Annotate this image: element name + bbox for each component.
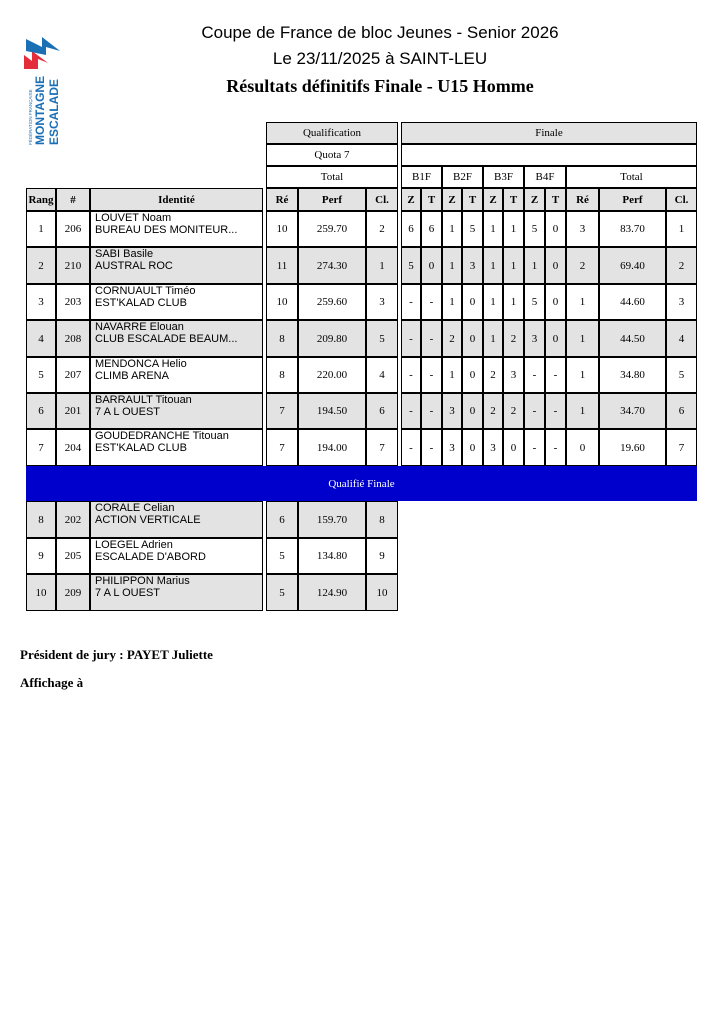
block-score-cell: 5 <box>462 211 483 247</box>
block-score-cell: 1 <box>483 211 503 247</box>
qualified-final-banner: Qualifié Finale <box>26 466 697 501</box>
qualif-cl-cell: 9 <box>366 538 398 574</box>
rank-cell: 10 <box>26 574 56 611</box>
bib-cell: 205 <box>56 538 90 574</box>
athlete-name: SABI Basile <box>95 248 154 260</box>
athlete-name: PHILIPPON Marius <box>95 575 190 587</box>
athlete-name: CORNUAULT Timéo <box>95 285 196 297</box>
qualif-perf-cell: 124.90 <box>298 574 366 611</box>
identity-cell <box>90 357 263 393</box>
finale-re-cell: 3 <box>566 211 599 247</box>
quota-cell: Quota 7 <box>266 144 398 166</box>
finale-re-cell: 1 <box>566 284 599 320</box>
athlete-club: EST'KALAD CLUB <box>95 442 187 454</box>
block-score-cell: 6 <box>421 211 442 247</box>
block-score-cell: - <box>421 429 442 466</box>
block-score-cell: 2 <box>503 320 524 357</box>
block-score-cell: 1 <box>483 247 503 284</box>
block-score-cell: - <box>421 357 442 393</box>
block-score-cell: 6 <box>401 211 421 247</box>
athlete-club: CLUB ESCALADE BEAUM... <box>95 333 238 345</box>
col-block-t: T <box>462 188 483 211</box>
athlete-name: CORALE Celian <box>95 502 175 514</box>
athlete-name: MENDONCA Helio <box>95 358 187 370</box>
col-qualif-re: Ré <box>266 188 298 211</box>
athlete-club: AUSTRAL ROC <box>95 260 173 272</box>
rank-cell: 4 <box>26 320 56 357</box>
qualif-cl-cell: 5 <box>366 320 398 357</box>
finale-re-cell: 0 <box>566 429 599 466</box>
block-score-cell: 2 <box>483 393 503 429</box>
bib-cell: 210 <box>56 247 90 284</box>
col-block-t: T <box>421 188 442 211</box>
identity-cell <box>90 574 263 611</box>
finale-perf-cell: 44.50 <box>599 320 666 357</box>
qualif-re-cell: 7 <box>266 429 298 466</box>
block-score-cell: 5 <box>524 284 545 320</box>
block-score-cell: 3 <box>442 429 462 466</box>
block-score-cell: 3 <box>524 320 545 357</box>
block-score-cell: 1 <box>483 320 503 357</box>
bib-cell: 209 <box>56 574 90 611</box>
logo-escalade-text: ESCALADE <box>47 78 61 145</box>
qualif-perf-cell: 259.60 <box>298 284 366 320</box>
block-header-b2f: B2F <box>442 166 483 188</box>
qualif-re-cell: 7 <box>266 393 298 429</box>
finale-re-cell: 2 <box>566 247 599 284</box>
finale-re-cell: 1 <box>566 393 599 429</box>
qualif-perf-cell: 134.80 <box>298 538 366 574</box>
identity-cell <box>90 393 263 429</box>
athlete-club: 7 A L OUEST <box>95 587 161 599</box>
block-score-cell: 1 <box>442 357 462 393</box>
block-score-cell: 3 <box>483 429 503 466</box>
block-score-cell: - <box>421 393 442 429</box>
block-score-cell: - <box>401 393 421 429</box>
block-score-cell: - <box>401 429 421 466</box>
qualif-cl-cell: 7 <box>366 429 398 466</box>
finale-cl-cell: 3 <box>666 284 697 320</box>
block-score-cell: - <box>401 357 421 393</box>
bib-cell: 203 <box>56 284 90 320</box>
rank-cell: 9 <box>26 538 56 574</box>
finale-cl-cell: 1 <box>666 211 697 247</box>
qualif-perf-cell: 220.00 <box>298 357 366 393</box>
qualif-perf-cell: 209.80 <box>298 320 366 357</box>
qualif-re-cell: 11 <box>266 247 298 284</box>
col-block-z: Z <box>442 188 462 211</box>
block-header-b1f: B1F <box>401 166 442 188</box>
finale-re-cell: 1 <box>566 320 599 357</box>
block-score-cell: 1 <box>442 284 462 320</box>
bib-cell: 202 <box>56 501 90 538</box>
col-num: # <box>56 188 90 211</box>
results-title: Résultats définitifs Finale - U15 Homme <box>226 76 534 96</box>
block-score-cell: 0 <box>545 284 566 320</box>
finale-perf-cell: 69.40 <box>599 247 666 284</box>
identity-cell <box>90 247 263 284</box>
finale-cl-cell: 7 <box>666 429 697 466</box>
athlete-name: BARRAULT Titouan <box>95 394 192 406</box>
qualif-re-cell: 6 <box>266 501 298 538</box>
rank-cell: 2 <box>26 247 56 284</box>
qualif-cl-cell: 1 <box>366 247 398 284</box>
col-block-z: Z <box>401 188 421 211</box>
qualif-cl-cell: 4 <box>366 357 398 393</box>
qualif-re-cell: 8 <box>266 357 298 393</box>
qualif-re-cell: 8 <box>266 320 298 357</box>
block-score-cell: 2 <box>442 320 462 357</box>
logo-small-text: FÉDÉRATION FRANÇAISE <box>28 89 33 145</box>
block-score-cell: 1 <box>503 247 524 284</box>
block-score-cell: 1 <box>524 247 545 284</box>
rank-cell: 6 <box>26 393 56 429</box>
finale-cl-cell: 4 <box>666 320 697 357</box>
qualif-cl-cell: 8 <box>366 501 398 538</box>
finale-perf-cell: 34.70 <box>599 393 666 429</box>
block-score-cell: 3 <box>442 393 462 429</box>
finale-re-cell: 1 <box>566 357 599 393</box>
event-date-location: Le 23/11/2025 à SAINT-LEU <box>272 49 488 68</box>
finale-perf-cell: 83.70 <box>599 211 666 247</box>
athlete-name: LOUVET Noam <box>95 212 172 224</box>
qualif-cl-cell: 10 <box>366 574 398 611</box>
finale-perf-cell: 19.60 <box>599 429 666 466</box>
col-finale-re: Ré <box>566 188 599 211</box>
qualif-cl-cell: 3 <box>366 284 398 320</box>
col-finale-cl: Cl. <box>666 188 697 211</box>
rank-cell: 5 <box>26 357 56 393</box>
block-score-cell: 0 <box>462 357 483 393</box>
qualif-perf-cell: 194.00 <box>298 429 366 466</box>
col-finale-perf: Perf <box>599 188 666 211</box>
block-score-cell: - <box>545 357 566 393</box>
bib-cell: 201 <box>56 393 90 429</box>
finale-header: Finale <box>401 122 697 144</box>
jury-president: Président de jury : PAYET Juliette <box>20 647 213 662</box>
qualif-perf-cell: 259.70 <box>298 211 366 247</box>
athlete-name: GOUDEDRANCHE Titouan <box>95 430 229 442</box>
rank-cell: 1 <box>26 211 56 247</box>
qualif-cl-cell: 6 <box>366 393 398 429</box>
col-block-z: Z <box>524 188 545 211</box>
block-score-cell: 3 <box>503 357 524 393</box>
display-time: Affichage à <box>20 675 84 690</box>
block-header-b4f: B4F <box>524 166 566 188</box>
block-score-cell: 0 <box>462 429 483 466</box>
qualif-re-cell: 5 <box>266 574 298 611</box>
athlete-name: LOEGEL Adrien <box>95 539 173 551</box>
col-rang: Rang <box>26 188 56 211</box>
logo-montagne-text: MONTAGNE <box>33 75 47 145</box>
block-header-b3f: B3F <box>483 166 524 188</box>
block-score-cell: 1 <box>442 211 462 247</box>
block-score-cell: 2 <box>503 393 524 429</box>
identity-cell <box>90 538 263 574</box>
qualif-re-cell: 10 <box>266 211 298 247</box>
rank-cell: 8 <box>26 501 56 538</box>
block-score-cell: 1 <box>442 247 462 284</box>
block-score-cell: 0 <box>545 320 566 357</box>
qualif-re-cell: 5 <box>266 538 298 574</box>
qualif-cl-cell: 2 <box>366 211 398 247</box>
athlete-club: ACTION VERTICALE <box>95 514 201 526</box>
block-score-cell: - <box>524 429 545 466</box>
qualif-perf-cell: 159.70 <box>298 501 366 538</box>
athlete-club: CLIMB ARENA <box>95 370 169 382</box>
athlete-club: EST'KALAD CLUB <box>95 297 187 309</box>
identity-cell <box>90 211 263 247</box>
finale-cl-cell: 2 <box>666 247 697 284</box>
identity-cell <box>90 501 263 538</box>
block-score-cell: 1 <box>503 211 524 247</box>
qualification-total-header: Total <box>266 166 398 188</box>
block-score-cell: 5 <box>401 247 421 284</box>
rank-cell: 3 <box>26 284 56 320</box>
qualif-re-cell: 10 <box>266 284 298 320</box>
block-score-cell: 3 <box>462 247 483 284</box>
athlete-name: NAVARRE Elouan <box>95 321 184 333</box>
block-score-cell: 0 <box>545 211 566 247</box>
block-score-cell: 0 <box>503 429 524 466</box>
finale-cl-cell: 5 <box>666 357 697 393</box>
block-score-cell: - <box>524 393 545 429</box>
rank-cell: 7 <box>26 429 56 466</box>
finale-perf-cell: 34.80 <box>599 357 666 393</box>
block-score-cell: 5 <box>524 211 545 247</box>
col-block-z: Z <box>483 188 503 211</box>
block-score-cell: - <box>545 429 566 466</box>
athlete-club: BUREAU DES MONITEUR... <box>95 224 238 236</box>
bib-cell: 207 <box>56 357 90 393</box>
bib-cell: 208 <box>56 320 90 357</box>
qualification-header: Qualification <box>266 122 398 144</box>
qualif-perf-cell: 274.30 <box>298 247 366 284</box>
col-identite: Identité <box>90 188 263 211</box>
block-score-cell: 2 <box>483 357 503 393</box>
finale-total-header: Total <box>566 166 697 188</box>
block-score-cell: - <box>421 320 442 357</box>
identity-cell <box>90 320 263 357</box>
block-score-cell: - <box>421 284 442 320</box>
athlete-club: 7 A L OUEST <box>95 406 161 418</box>
athlete-club: ESCALADE D'ABORD <box>95 551 206 563</box>
block-score-cell: 0 <box>421 247 442 284</box>
block-score-cell: 0 <box>545 247 566 284</box>
bib-cell: 206 <box>56 211 90 247</box>
block-score-cell: 1 <box>503 284 524 320</box>
identity-cell <box>90 284 263 320</box>
block-score-cell: - <box>524 357 545 393</box>
event-title: Coupe de France de bloc Jeunes - Senior 2026 <box>201 23 559 42</box>
finale-cl-cell: 6 <box>666 393 697 429</box>
block-score-cell: - <box>401 320 421 357</box>
col-qualif-perf: Perf <box>298 188 366 211</box>
col-block-t: T <box>503 188 524 211</box>
block-score-cell: 1 <box>483 284 503 320</box>
block-score-cell: 0 <box>462 393 483 429</box>
block-score-cell: - <box>401 284 421 320</box>
finale-perf-cell: 44.60 <box>599 284 666 320</box>
block-score-cell: 0 <box>462 320 483 357</box>
col-qualif-cl: Cl. <box>366 188 398 211</box>
bib-cell: 204 <box>56 429 90 466</box>
block-score-cell: - <box>545 393 566 429</box>
identity-cell <box>90 429 263 466</box>
qualif-perf-cell: 194.50 <box>298 393 366 429</box>
col-block-t: T <box>545 188 566 211</box>
block-score-cell: 0 <box>462 284 483 320</box>
finale-blank-cell <box>401 144 697 166</box>
